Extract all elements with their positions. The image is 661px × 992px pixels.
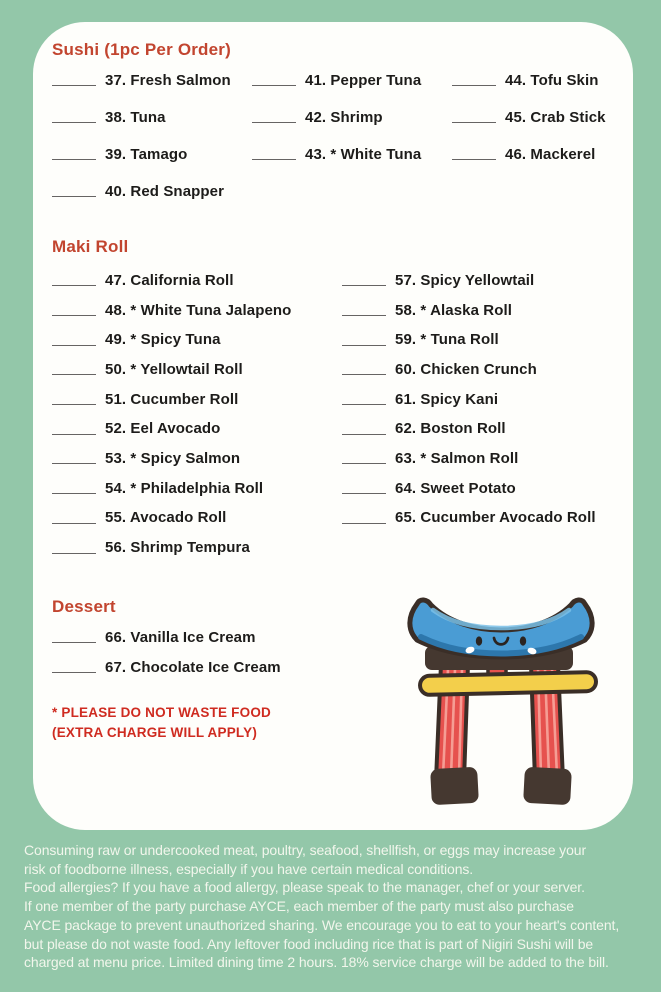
torii-cross-beam	[420, 672, 596, 695]
warning-line-1: * PLEASE DO NOT WASTE FOOD	[52, 705, 271, 720]
menu-item	[342, 295, 596, 325]
disclaimer-footer	[24, 841, 642, 972]
menu-item-label: 42. Shrimp	[305, 108, 383, 126]
quantity-blank[interactable]	[52, 333, 96, 346]
menu-item-label: 64. Sweet Potato	[395, 479, 516, 497]
quantity-blank[interactable]	[52, 422, 96, 435]
menu-item-label: 61. Spicy Kani	[395, 390, 499, 408]
menu-item	[52, 324, 291, 354]
left-eye	[476, 636, 482, 645]
menu-item-label: 45. Crab Stick	[505, 108, 606, 126]
menu-item-label: 40. Red Snapper	[105, 182, 225, 200]
menu-item	[52, 61, 231, 98]
menu-item	[52, 443, 291, 473]
quantity-blank[interactable]	[52, 660, 96, 673]
menu-item	[342, 384, 596, 414]
menu-item	[52, 384, 291, 414]
disclaimer-line: Food allergies? If you have a food allergy, please speak to the manager, chef or your server.	[24, 879, 585, 896]
torii-roof	[410, 600, 592, 657]
menu-item-label: 47. California Roll	[105, 271, 234, 289]
quantity-blank[interactable]	[52, 511, 96, 524]
quantity-blank[interactable]	[342, 481, 386, 494]
menu-item-label: 60. Chicken Crunch	[395, 360, 537, 378]
menu-item	[52, 98, 231, 135]
warning-line-2: (EXTRA CHARGE WILL APPLY)	[52, 725, 258, 740]
menu-item	[342, 473, 596, 503]
menu-item	[52, 135, 231, 172]
menu-item-label: 54. * Philadelphia Roll	[105, 479, 264, 497]
quantity-blank[interactable]	[452, 147, 496, 160]
quantity-blank[interactable]	[52, 541, 96, 554]
menu-item-label: 52. Eel Avocado	[105, 420, 221, 438]
quantity-blank[interactable]	[342, 362, 386, 375]
section-title-sushi: Sushi (1pc Per Order)	[52, 40, 231, 59]
sushi-column-3	[452, 61, 606, 172]
menu-item	[52, 532, 291, 562]
quantity-blank[interactable]	[252, 110, 296, 123]
quantity-blank[interactable]	[52, 110, 96, 123]
quantity-blank[interactable]	[252, 73, 296, 86]
sushi-column-1	[52, 61, 231, 209]
menu-item-label: 65. Cucumber Avocado Roll	[395, 509, 596, 527]
disclaimer-line: AYCE package to prevent unauthorized sharing. We encourage you to eat to your heart's content,	[24, 916, 620, 933]
quantity-blank[interactable]	[452, 110, 496, 123]
menu-item	[252, 98, 421, 135]
menu-item	[52, 652, 281, 682]
quantity-blank[interactable]	[52, 147, 96, 160]
maki-column-2	[342, 265, 596, 532]
menu-item	[252, 61, 421, 98]
disclaimer-line: but please do not waste food. Any leftover food including rice that is part of Nigiri Sushi will be	[24, 935, 594, 952]
quantity-blank[interactable]	[452, 73, 496, 86]
menu-item-label: 57. Spicy Yellowtail	[395, 271, 535, 289]
menu-item-label: 55. Avocado Roll	[105, 509, 227, 527]
menu-item-label: 49. * Spicy Tuna	[105, 331, 221, 349]
menu-item	[52, 354, 291, 384]
quantity-blank[interactable]	[52, 184, 96, 197]
menu-item	[452, 135, 606, 172]
menu-item-label: 37. Fresh Salmon	[105, 71, 231, 89]
disclaimer-line: risk of foodborne illness, especially if you have certain medical conditions.	[24, 860, 474, 877]
menu-item-label: 43. * White Tuna	[305, 145, 422, 163]
torii-left-foot	[430, 767, 479, 805]
dessert-column-1	[52, 622, 281, 681]
quantity-blank[interactable]	[342, 273, 386, 286]
sushi-column-2	[252, 61, 421, 172]
maki-column-1	[52, 265, 291, 562]
menu-item-label: 63. * Salmon Roll	[395, 449, 519, 467]
right-eye	[520, 636, 526, 645]
menu-item-label: 39. Tamago	[105, 145, 188, 163]
quantity-blank[interactable]	[342, 392, 386, 405]
menu-item	[52, 503, 291, 533]
disclaimer-line: If one member of the party purchase AYCE, each member of the party must also purchase	[24, 898, 574, 915]
quantity-blank[interactable]	[52, 362, 96, 375]
torii-gate-illustration	[391, 590, 611, 820]
menu-item	[52, 295, 291, 325]
quantity-blank[interactable]	[52, 630, 96, 643]
menu-item-label: 62. Boston Roll	[395, 420, 506, 438]
menu-item-label: 56. Shrimp Tempura	[105, 539, 250, 557]
menu-item-label: 66. Vanilla Ice Cream	[105, 628, 256, 646]
menu-item-label: 58. * Alaska Roll	[395, 301, 513, 319]
menu-item-label: 67. Chocolate Ice Cream	[105, 658, 281, 676]
menu-item	[342, 503, 596, 533]
menu-item	[342, 413, 596, 443]
menu-item	[452, 98, 606, 135]
disclaimer-line: Consuming raw or undercooked meat, poultry, seafood, shellfish, or eggs may increase your	[24, 842, 587, 858]
quantity-blank[interactable]	[52, 273, 96, 286]
menu-item-label: 50. * Yellowtail Roll	[105, 360, 243, 378]
menu-item-label: 44. Tofu Skin	[505, 71, 599, 89]
menu-item	[452, 61, 606, 98]
torii-right-foot	[523, 767, 572, 805]
quantity-blank[interactable]	[52, 392, 96, 405]
quantity-blank[interactable]	[342, 333, 386, 346]
menu-card	[33, 22, 633, 830]
menu-item	[52, 473, 291, 503]
quantity-blank[interactable]	[342, 451, 386, 464]
disclaimer-line: charged at menu price. Limited dining time 2 hours. 18% service charge will be added to the bill.	[24, 954, 609, 971]
quantity-blank[interactable]	[52, 303, 96, 316]
menu-item	[252, 135, 421, 172]
section-title-maki: Maki Roll	[52, 237, 129, 256]
menu-item	[342, 265, 596, 295]
menu-item-label: 48. * White Tuna Jalapeno	[105, 301, 292, 319]
quantity-blank[interactable]	[52, 481, 96, 494]
menu-item	[52, 265, 291, 295]
quantity-blank[interactable]	[52, 73, 96, 86]
menu-item	[342, 443, 596, 473]
menu-item	[342, 324, 596, 354]
section-title-dessert: Dessert	[52, 597, 116, 616]
quantity-blank[interactable]	[52, 451, 96, 464]
menu-item-label: 41. Pepper Tuna	[305, 71, 422, 89]
quantity-blank[interactable]	[342, 303, 386, 316]
menu-item	[52, 172, 231, 209]
menu-item-label: 46. Mackerel	[505, 145, 596, 163]
menu-item	[342, 354, 596, 384]
menu-item	[52, 413, 291, 443]
menu-item	[52, 622, 281, 652]
menu-item-label: 38. Tuna	[105, 108, 166, 126]
waste-food-warning	[52, 703, 271, 743]
quantity-blank[interactable]	[342, 511, 386, 524]
menu-item-label: 51. Cucumber Roll	[105, 390, 239, 408]
menu-item-label: 59. * Tuna Roll	[395, 331, 499, 349]
menu-item-label: 53. * Spicy Salmon	[105, 449, 241, 467]
quantity-blank[interactable]	[252, 147, 296, 160]
quantity-blank[interactable]	[342, 422, 386, 435]
